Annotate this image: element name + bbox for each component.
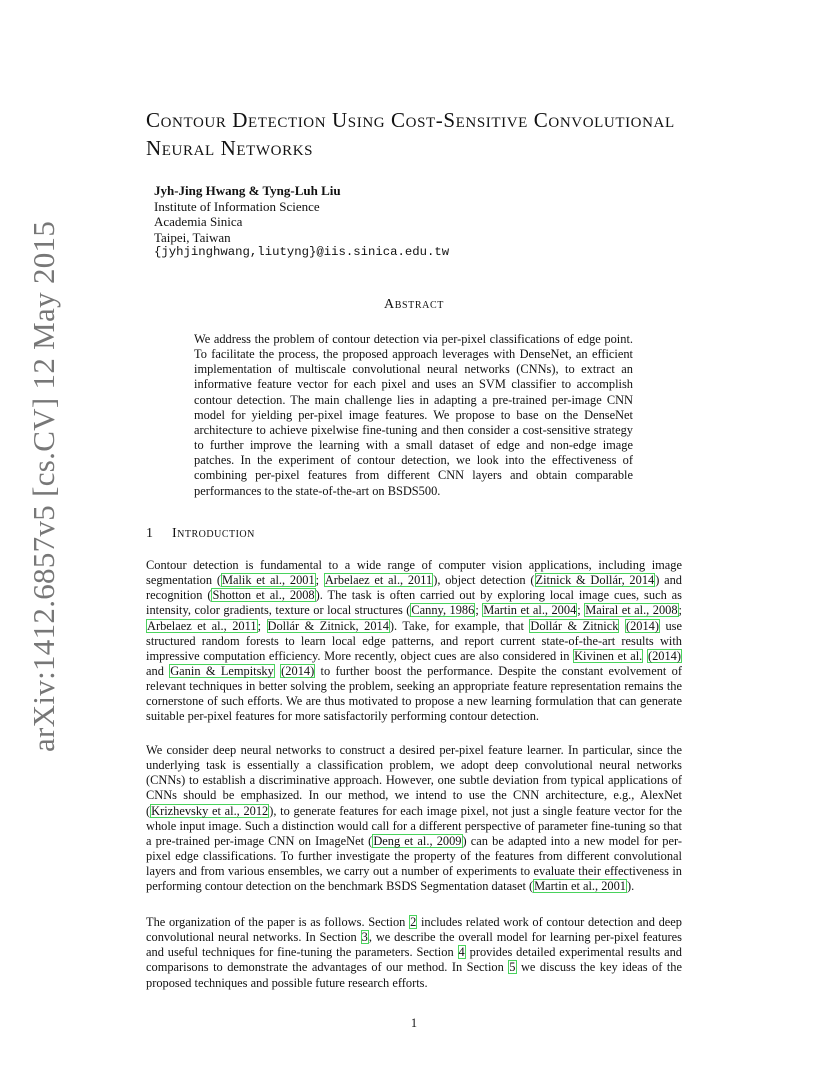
paragraph-text: ) and recognition ( — [146, 573, 682, 603]
section-heading-introduction — [146, 525, 255, 543]
paragraph-text: The organization of the paper is as follows. Section — [146, 915, 410, 929]
paragraph-text: we discuss the key ideas of the proposed techniques and possible future research efforts. — [146, 960, 682, 990]
author-location: Taipei, Taiwan — [154, 229, 231, 245]
arxiv-identifier-stamp: arXiv:1412.6857v5 [cs.CV] 12 May 2015 — [26, 220, 61, 752]
section-reference-link[interactable]: 4 — [458, 945, 465, 960]
paragraph-text: use structured random forests to learn local edge patterns, and report current state-of-the-art results with impressive computation efficiency. More recently, object cues are also considered in — [146, 618, 682, 663]
page-number: 1 — [410, 1016, 418, 1030]
author-email[interactable]: {jyhjinghwang,liutyng}@iis.sinica.edu.tw — [154, 245, 450, 259]
intro-paragraph-2 — [146, 743, 682, 894]
citation-link[interactable]: Deng et al., 2009 — [373, 833, 462, 848]
paragraph-text: ; — [577, 603, 585, 618]
abstract-heading: Abstract — [384, 297, 444, 312]
paragraph-text: ) can be adapted into a new model for per-pixel edge classifications. To further investigate the property of the features from different convolutional layers and from various ensembles, we carry out a number of experiments to evaluate their effectiveness in performing contour detection on the benchmark BSDS Segmentation dataset ( — [146, 833, 683, 894]
section-reference-link[interactable]: 3 — [361, 930, 368, 945]
citation-link[interactable]: (2014) — [281, 663, 315, 678]
intro-paragraph-1 — [146, 558, 682, 724]
citation-link[interactable]: Krizhevsky et al., 2012 — [151, 803, 269, 818]
paper-title: Contour Detection Using Cost-Sensitive Convolutional Neural Networks — [146, 108, 675, 160]
citation-link[interactable]: Canny, 1986 — [411, 603, 475, 618]
paragraph-text: to further boost the performance. Despite the constant evolvement of relevant techniques in better solving the problem, seeking an appropriate feature representation remains the cornerstone of such efforts. We are thus motivated to propose a new learning formulation that can generate suitable per-pixel features for more satisfactorily performing contour detection. — [146, 663, 682, 724]
paragraph-text: includes related work of contour detection and deep convolutional neural networks. In Section — [146, 915, 683, 945]
paragraph-text: ). — [627, 879, 635, 894]
citation-link[interactable]: Kivinen et al. — [574, 648, 643, 663]
citation-link[interactable]: Martin et al., 2001 — [534, 879, 627, 894]
paragraph-text: ). The task is often carried out by exploring local image cues, such as intensity, color gradients, texture or local structures ( — [146, 588, 682, 618]
paragraph-text: ). Take, for example, that — [389, 618, 530, 633]
citation-link[interactable]: Malik et al., 2001 — [221, 573, 315, 588]
citation-link[interactable]: Dollár & Zitnick — [530, 618, 619, 633]
author-names: Jyh-Jing Hwang & Tyng-Luh Liu — [154, 183, 341, 198]
paragraph-text: We consider deep neural networks to construct a desired per-pixel feature learner. In particular, since the underlying task is essentially a classification problem, we adopt deep convolutional neural networks (CNNs) to establish a discriminative approach. However, one subtle deviation from typical applications of CNNs should be emphasized. In our method, we intend to use the CNN architecture, e.g., AlexNet ( — [146, 743, 682, 818]
affiliation-institute: Institute of Information Science — [154, 198, 320, 214]
citation-link[interactable]: (2014) — [647, 648, 681, 663]
paragraph-text: ; — [475, 603, 483, 618]
section-number: 1 — [146, 526, 154, 541]
paragraph-text: Contour detection is fundamental to a wide range of computer vision applications, including image segmentation ( — [146, 558, 682, 588]
section-title: Introduction — [172, 526, 255, 541]
paragraph-text: ; — [257, 618, 267, 633]
citation-link[interactable]: Zitnick & Dollár, 2014 — [535, 573, 655, 588]
citation-link[interactable]: Arbelaez et al., 2011 — [324, 573, 433, 588]
paragraph-text: and — [146, 663, 170, 678]
author-block — [154, 183, 584, 261]
citation-link[interactable]: Arbelaez et al., 2011 — [147, 618, 257, 633]
abstract-text: We address the problem of contour detection via per-pixel classifications of edge point. To facilitate the process, the proposed approach leverages with DenseNet, an efficient implementation of multiscale convolutional neural networks (CNNs), to extract an informative feature vector for each pixel and uses an SVM classifier to accomplish contour detection. The main challenge lies in adapting a pre-trained per-image CNN model for yielding per-pixel image features. We propose to base on the DenseNet architecture to achieve pixelwise fine-tuning and then consider a cost-sensitive strategy to further improve the learning with a small dataset of edge and non-edge image patches. In the experiment of contour detection, we look into the effectiveness of combining per-pixel features from different CNN layers and obtain comparable performances to the state-of-the-art on BSDS500. — [194, 332, 633, 498]
paragraph-text: ; — [315, 573, 324, 588]
citation-link[interactable]: (2014) — [625, 618, 659, 633]
citation-link[interactable]: Dollár & Zitnick, 2014 — [267, 618, 389, 633]
citation-link[interactable]: Ganin & Lempitsky — [170, 663, 274, 678]
paragraph-text: ), object detection ( — [433, 573, 535, 588]
paragraph-text: ), to generate features for each image pixel, not just a single feature vector for the whole input image. Such a distinction would call for a different perspective of parameter fine-tuning so that a pre-trained per-image CNN on ImageNet ( — [146, 803, 682, 848]
citation-link[interactable]: Martin et al., 2004 — [483, 603, 577, 618]
paragraph-text: ; — [678, 603, 682, 618]
paragraph-text: , we describe the overall model for learning per-pixel features and useful techniques for fine-tuning the parameters. Section — [146, 930, 683, 960]
intro-paragraph-3 — [146, 915, 682, 991]
paragraph-text: provides detailed experimental results and comparisons to demonstrate the advantages of our method. In Section — [146, 945, 682, 975]
affiliation-academy: Academia Sinica — [154, 214, 243, 229]
section-reference-link[interactable]: 2 — [410, 915, 417, 929]
citation-link[interactable]: Mairal et al., 2008 — [585, 603, 678, 618]
section-reference-link[interactable]: 5 — [509, 960, 516, 975]
citation-link[interactable]: Shotton et al., 2008 — [212, 588, 315, 603]
